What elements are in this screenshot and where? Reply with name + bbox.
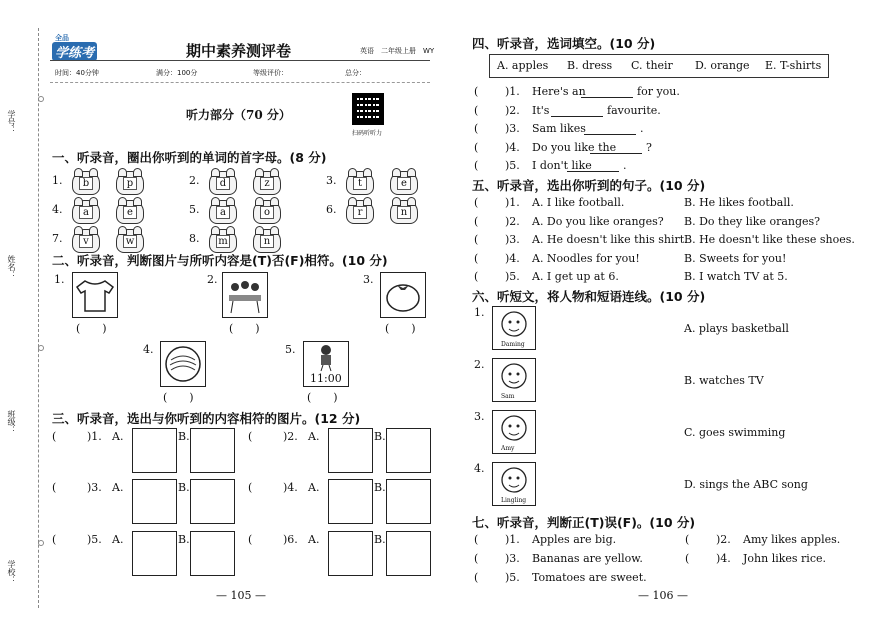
option-a-label: A.: [308, 481, 320, 494]
tshirt-picture: [72, 272, 118, 318]
page-number-left: — 105 —: [216, 589, 266, 602]
sentence-end: .: [640, 122, 644, 135]
phrase-option[interactable]: A. plays basketball: [684, 322, 789, 335]
info-fullscore: 满分：100分: [156, 69, 198, 77]
answer-paren-open[interactable]: (: [474, 571, 479, 584]
page-number-right: — 106 —: [638, 589, 688, 602]
letter-owl-option[interactable]: [72, 171, 100, 195]
s2-num-5: 5.: [285, 343, 296, 356]
section-1-title: 一、听录音，圈出你听到的单词的首字母。(8 分): [52, 150, 327, 165]
answer-paren-open[interactable]: (: [474, 214, 479, 228]
s7-item-number: )3.: [505, 552, 520, 565]
option-b-label: B.: [178, 481, 190, 494]
owl-letter: a: [79, 206, 93, 219]
s3-item-number: )2.: [283, 430, 298, 443]
s6-item-number: 3.: [474, 410, 485, 423]
s2-num-2: 2.: [207, 273, 218, 286]
binding-hole: [38, 345, 44, 351]
s6-item-number: 1.: [474, 306, 485, 319]
s7-item-number: )1.: [505, 533, 520, 546]
s5-item-number: )5.: [505, 270, 520, 283]
s1-item-number: 6.: [326, 203, 337, 216]
s1-item-number: 5.: [189, 203, 200, 216]
answer-paren[interactable]: ( ): [163, 391, 194, 404]
answer-paren-open[interactable]: (: [474, 533, 479, 546]
logo-small: 全品: [55, 34, 69, 42]
answer-paren-open[interactable]: (: [474, 251, 479, 265]
s3-item-number: )6.: [283, 533, 298, 546]
owl-letter: t: [353, 177, 367, 190]
option-a-label: A.: [112, 533, 124, 546]
letter-owl-option[interactable]: [209, 171, 237, 195]
section-3-title: 三、听录音，选出与你听到的内容相符的图片。(12 分): [52, 411, 361, 426]
owl-letter: r: [353, 206, 367, 219]
fill-blank[interactable]: [584, 134, 636, 135]
answer-paren[interactable]: ( ): [229, 322, 260, 335]
statement: John likes rice.: [743, 552, 826, 565]
option-b-picture[interactable]: [386, 479, 431, 524]
answer-paren-open[interactable]: (: [474, 140, 479, 154]
option-a-label: A.: [112, 481, 124, 494]
s3-item-number: )3.: [87, 481, 102, 494]
sentence-end: ?: [646, 140, 652, 154]
owl-letter: p: [123, 177, 137, 190]
option-a-label: A.: [308, 430, 320, 443]
s4-item-number: )5.: [505, 159, 520, 172]
option-a-picture[interactable]: [328, 479, 373, 524]
option-a-picture[interactable]: [132, 479, 177, 524]
word-option[interactable]: C. their: [631, 59, 673, 72]
word-option[interactable]: D. orange: [695, 59, 750, 72]
answer-paren[interactable]: ( ): [76, 322, 107, 335]
answer-paren-open[interactable]: (: [474, 122, 479, 135]
s1-item-number: 1.: [52, 174, 63, 187]
owl-letter: d: [216, 177, 230, 190]
qr-caption: 扫码听听力: [352, 130, 383, 137]
answer-paren-open[interactable]: (: [474, 552, 479, 565]
qr-code[interactable]: [352, 93, 384, 125]
header-rule: [50, 60, 430, 61]
letter-owl-option[interactable]: [209, 200, 237, 224]
s7-item-number: )5.: [505, 571, 520, 584]
answer-paren-open[interactable]: (: [52, 533, 57, 546]
letter-owl-option[interactable]: [253, 200, 281, 224]
s5-item-number: )2.: [505, 214, 520, 228]
s6-item-number: 2.: [474, 358, 485, 371]
s2-num-1: 1.: [54, 273, 65, 286]
answer-paren[interactable]: ( ): [385, 322, 416, 335]
binding-line: [38, 28, 39, 608]
header-rule-dashed: [50, 82, 430, 83]
option-a-picture[interactable]: [132, 428, 177, 473]
person-picture[interactable]: [492, 358, 536, 402]
letter-owl-option[interactable]: [390, 171, 418, 195]
s3-item-number: )4.: [283, 481, 298, 494]
subject-label: 英语 二年级上册 WY: [360, 47, 435, 55]
phrase-option[interactable]: D. sings the ABC song: [684, 478, 808, 491]
s1-item-number: 4.: [52, 203, 63, 216]
option-b-sentence[interactable]: B. He likes football.: [684, 196, 794, 209]
owl-letter: o: [260, 206, 274, 219]
binding-hole: [38, 96, 44, 102]
s5-item-number: )3.: [505, 233, 520, 246]
answer-paren-open[interactable]: (: [474, 159, 479, 172]
s4-item-number: )3.: [505, 122, 520, 135]
letter-owl-option[interactable]: [116, 171, 144, 195]
s5-item-number: )4.: [505, 251, 520, 265]
person-picture[interactable]: [492, 306, 536, 350]
owl-letter: a: [216, 206, 230, 219]
s7-item-number: )2.: [716, 533, 731, 546]
s3-item-number: )1.: [87, 430, 102, 443]
answer-paren-open[interactable]: (: [52, 430, 57, 443]
s1-item-number: 8.: [189, 232, 200, 245]
margin-name: 姓名：: [7, 255, 16, 279]
sentence-start: Here's an: [532, 85, 586, 98]
option-a-sentence[interactable]: A. He doesn't like this shirt.: [532, 233, 688, 246]
person-picture[interactable]: [492, 462, 536, 506]
person-name: Amy: [501, 445, 515, 452]
option-a-label: A.: [308, 533, 320, 546]
section-2-title: 二、听录音，判断图片与所听内容是(T)否(F)相符。(10 分): [52, 253, 388, 268]
clock-time: 11:00: [310, 372, 342, 385]
option-b-sentence[interactable]: B. Do they like oranges?: [684, 214, 821, 228]
section-7-title: 七、听录音，判断正(T)误(F)。(10 分): [472, 515, 696, 530]
fill-blank[interactable]: [551, 116, 603, 117]
sentence-end: .: [623, 159, 627, 172]
option-b-label: B.: [178, 533, 190, 546]
answer-paren[interactable]: ( ): [307, 391, 338, 404]
letter-owl-option[interactable]: [253, 171, 281, 195]
answer-paren-open[interactable]: (: [474, 196, 479, 209]
answer-paren-open[interactable]: (: [685, 552, 690, 565]
owl-letter: n: [260, 235, 274, 248]
person-name: Lingling: [501, 497, 527, 504]
info-total: 总分：: [345, 69, 366, 77]
owl-letter: v: [79, 235, 93, 248]
s4-item-number: )1.: [505, 85, 520, 98]
option-a-sentence[interactable]: A. I get up at 6.: [532, 270, 619, 283]
info-time: 时间：40分钟: [55, 69, 99, 77]
word-option[interactable]: B. dress: [567, 59, 613, 72]
letter-owl-option[interactable]: [346, 200, 374, 224]
answer-paren-open[interactable]: (: [474, 103, 479, 117]
sentence-start: Do you like the: [532, 140, 617, 154]
tomato-picture: [380, 272, 426, 318]
statement: Tomatoes are sweet.: [532, 571, 647, 584]
option-a-sentence[interactable]: A. Noodles for you!: [532, 251, 640, 265]
option-b-picture[interactable]: [386, 428, 431, 473]
phrase-option[interactable]: B. watches TV: [684, 374, 764, 387]
option-b-picture[interactable]: [190, 531, 235, 576]
family-picture: [222, 272, 268, 318]
sentence-start: Sam likes: [532, 122, 586, 135]
letter-owl-option[interactable]: [209, 229, 237, 253]
letter-owl-option[interactable]: [72, 229, 100, 253]
clock-boy-picture: [303, 341, 349, 387]
s3-item-number: )5.: [87, 533, 102, 546]
owl-letter: e: [123, 206, 137, 219]
option-b-label: B.: [374, 481, 386, 494]
fill-blank[interactable]: [590, 153, 642, 154]
person-name: Sam: [501, 393, 515, 400]
letter-owl-option[interactable]: [116, 200, 144, 224]
margin-school: 学校：: [7, 560, 16, 584]
owl-letter: b: [79, 177, 93, 190]
margin-class: 班级：: [7, 410, 16, 434]
option-b-sentence[interactable]: B. He doesn't like these shoes.: [684, 233, 855, 246]
letter-owl-option[interactable]: [72, 200, 100, 224]
section-6-title: 六、听短文，将人物和短语连线。(10 分): [472, 289, 706, 304]
s7-item-number: )4.: [716, 552, 731, 565]
noodles-picture: [160, 341, 206, 387]
answer-paren-open[interactable]: (: [52, 481, 57, 494]
owl-letter: w: [123, 235, 137, 248]
option-b-sentence[interactable]: B. Sweets for you!: [684, 251, 787, 265]
sentence-start: I don't like: [532, 159, 592, 172]
answer-paren-open[interactable]: (: [474, 270, 479, 283]
s2-num-4: 4.: [143, 343, 154, 356]
statement: Bananas are yellow.: [532, 552, 643, 565]
answer-paren-open[interactable]: (: [474, 233, 479, 246]
sentence-end: for you.: [637, 85, 680, 98]
option-a-label: A.: [112, 430, 124, 443]
s4-item-number: )4.: [505, 140, 520, 154]
owl-letter: n: [397, 206, 411, 219]
margin-student-id: 学号：: [7, 110, 16, 134]
fill-blank[interactable]: [567, 171, 619, 172]
answer-paren-open[interactable]: (: [685, 533, 690, 546]
option-a-sentence[interactable]: A. I like football.: [532, 196, 625, 209]
owl-letter: m: [216, 235, 230, 248]
section-5-title: 五、听录音，选出你听到的句子。(10 分): [472, 178, 706, 193]
option-b-label: B.: [178, 430, 190, 443]
option-b-picture[interactable]: [190, 479, 235, 524]
letter-owl-option[interactable]: [253, 229, 281, 253]
phrase-option[interactable]: C. goes swimming: [684, 426, 786, 439]
info-grade: 等级评价：: [253, 69, 288, 77]
s2-num-3: 3.: [363, 273, 374, 286]
s1-item-number: 2.: [189, 174, 200, 187]
option-a-picture[interactable]: [328, 428, 373, 473]
person-picture[interactable]: [492, 410, 536, 454]
letter-owl-option[interactable]: [346, 171, 374, 195]
option-b-picture[interactable]: [386, 531, 431, 576]
owl-letter: z: [260, 177, 274, 190]
binding-hole: [38, 540, 44, 546]
option-b-sentence[interactable]: B. I watch TV at 5.: [684, 270, 788, 283]
word-option[interactable]: E. T-shirts: [765, 59, 822, 72]
statement: Amy likes apples.: [743, 533, 841, 546]
s1-item-number: 3.: [326, 174, 337, 187]
answer-paren-open[interactable]: (: [248, 430, 253, 443]
option-a-picture[interactable]: [132, 531, 177, 576]
word-option[interactable]: A. apples: [497, 59, 549, 72]
section-4-title: 四、听录音，选词填空。(10 分): [472, 36, 656, 51]
fill-blank[interactable]: [581, 97, 633, 98]
answer-paren-open[interactable]: (: [474, 85, 479, 98]
option-a-sentence[interactable]: A. Do you like oranges?: [532, 214, 664, 228]
person-name: Daming: [501, 341, 525, 348]
option-b-label: B.: [374, 533, 386, 546]
page-title: 期中素养测评卷: [186, 42, 292, 60]
logo: 学练考: [52, 42, 97, 61]
option-b-label: B.: [374, 430, 386, 443]
s4-item-number: )2.: [505, 103, 520, 117]
letter-owl-option[interactable]: [116, 229, 144, 253]
sentence-end: favourite.: [607, 103, 661, 117]
option-b-picture[interactable]: [190, 428, 235, 473]
s5-item-number: )1.: [505, 196, 520, 209]
listening-heading: 听力部分（70 分）: [186, 108, 291, 122]
s6-item-number: 4.: [474, 462, 485, 475]
owl-letter: e: [397, 177, 411, 190]
letter-owl-option[interactable]: [390, 200, 418, 224]
answer-paren-open[interactable]: (: [248, 481, 253, 494]
sentence-start: It's: [532, 103, 550, 117]
answer-paren-open[interactable]: (: [248, 533, 253, 546]
s1-item-number: 7.: [52, 232, 63, 245]
statement: Apples are big.: [532, 533, 617, 546]
option-a-picture[interactable]: [328, 531, 373, 576]
